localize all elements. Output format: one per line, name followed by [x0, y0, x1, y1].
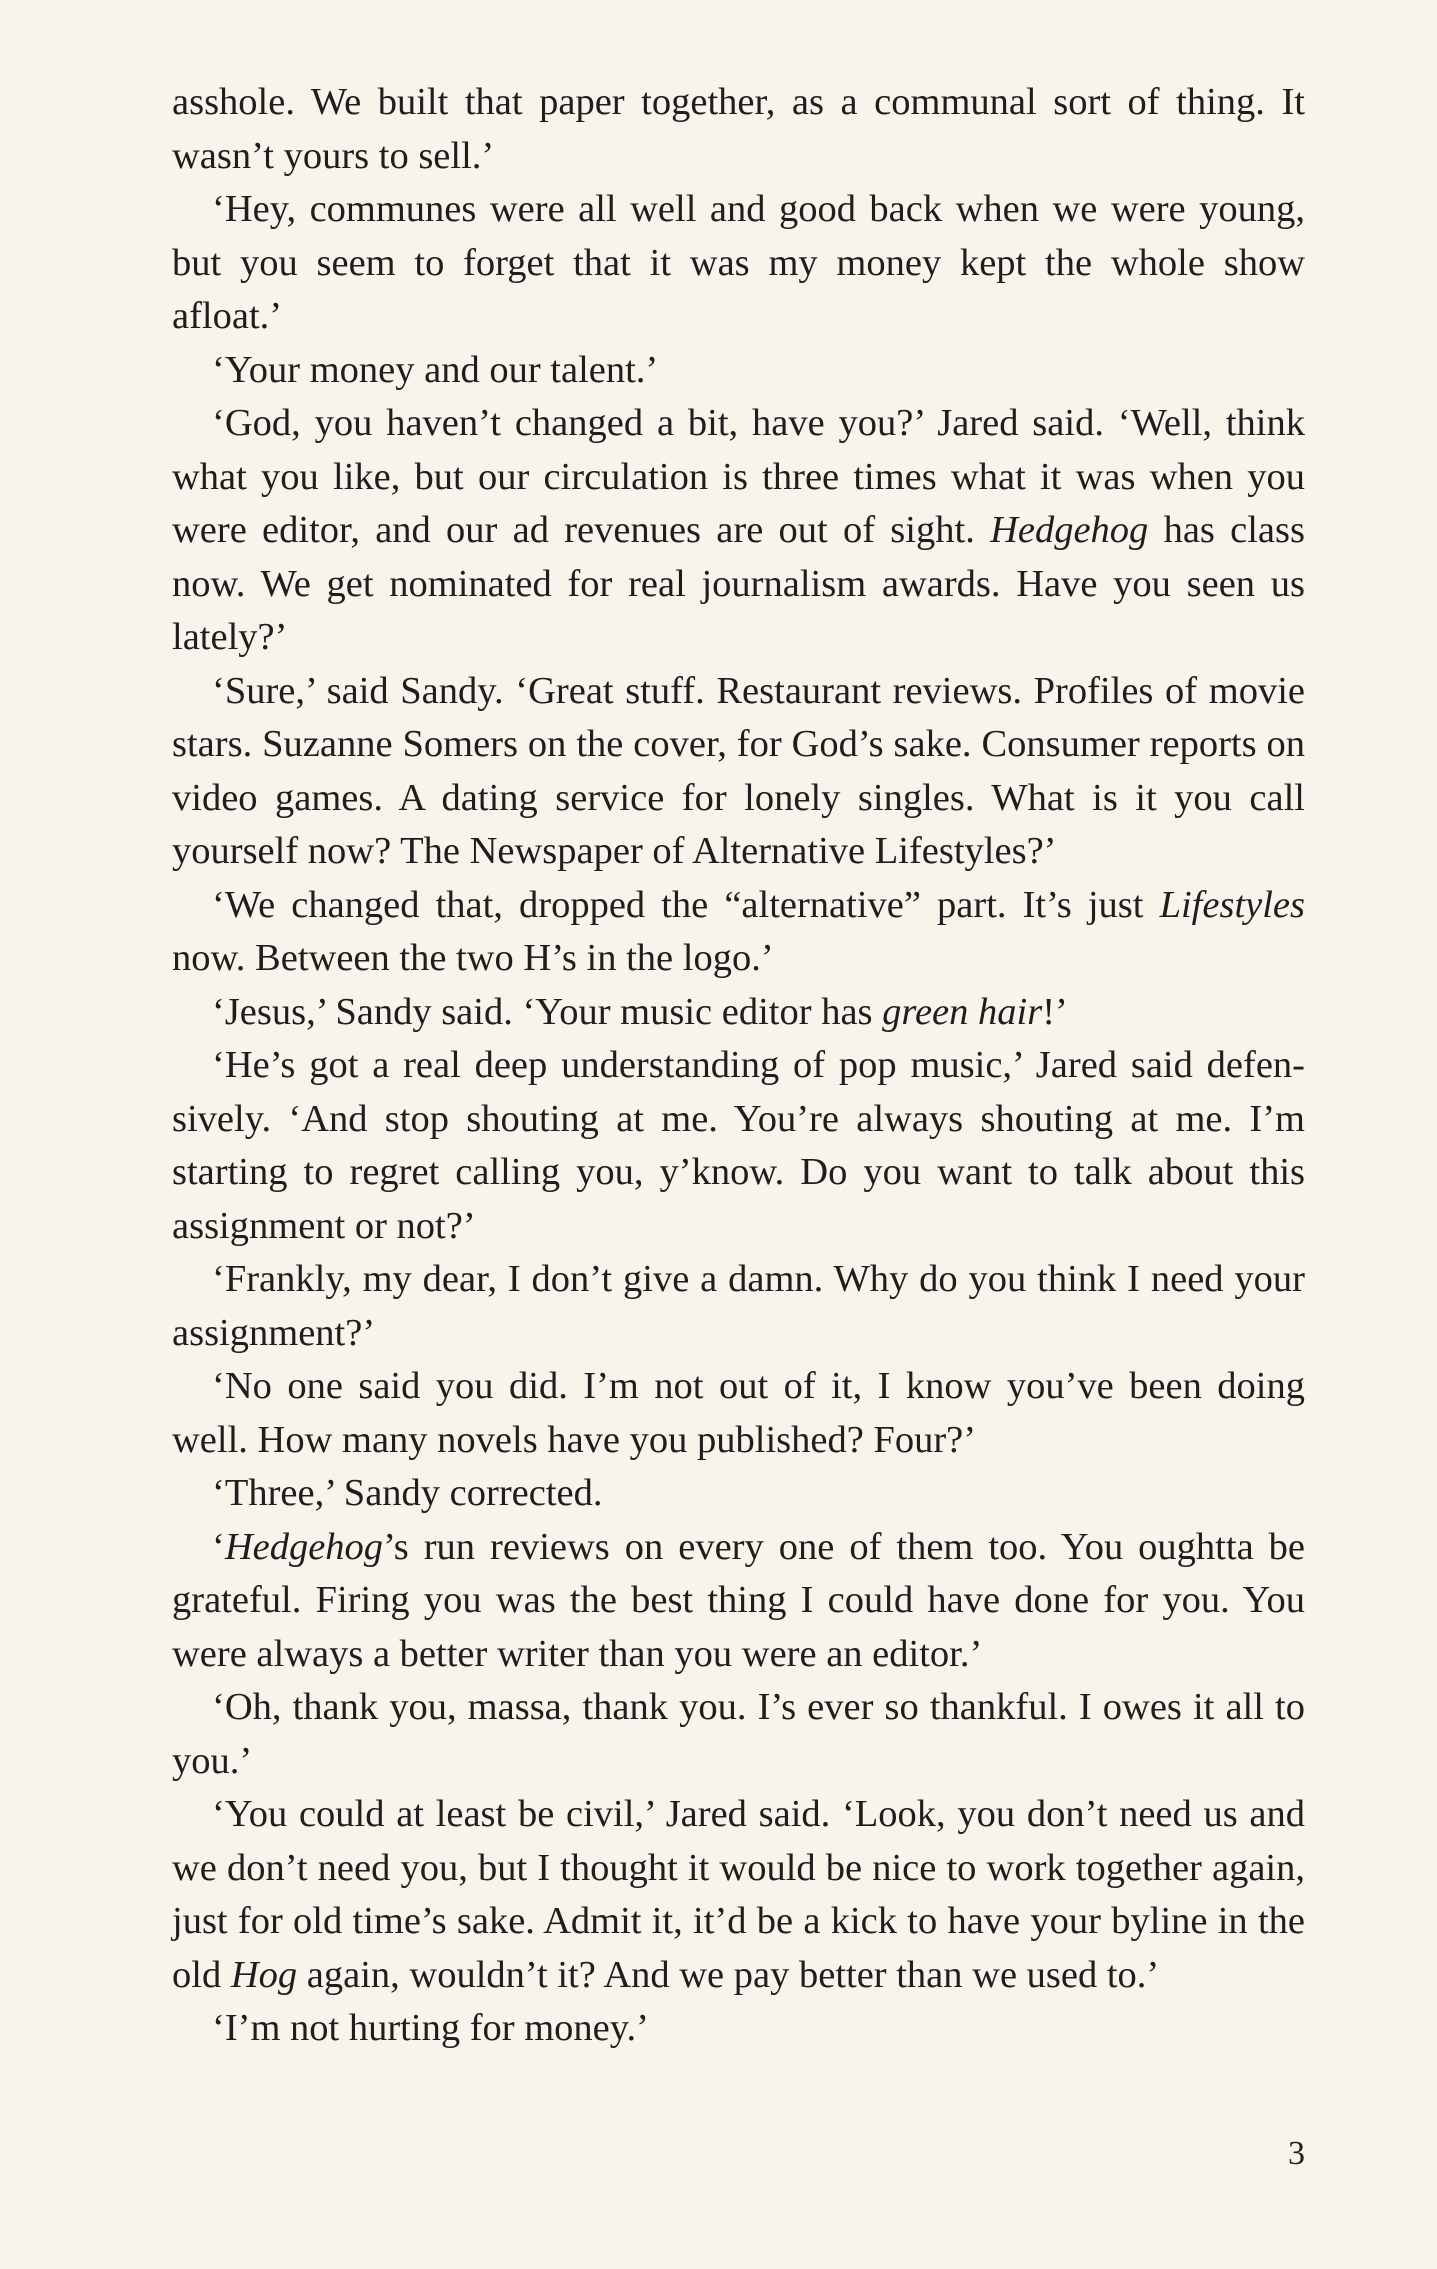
paragraph	[172, 1681, 1305, 1788]
text-run: ‘Frankly, my dear, I don’t give a damn. Why do you think I need your assignment?’	[172, 1258, 1305, 1354]
text-run: again, wouldn’t it? And we pay better than we used to.’	[297, 1953, 1160, 1996]
text-run: ‘	[212, 1525, 225, 1568]
text-run: ‘Hey, communes were all well and good back when we were young, but you seem to forget that it was my money kept the whole show afloat.’	[172, 188, 1305, 337]
page-number: 3	[1288, 2135, 1305, 2172]
paragraph	[172, 1360, 1305, 1467]
italic-text: Hedgehog	[990, 509, 1149, 551]
paragraph	[172, 2002, 1305, 2056]
paragraph	[172, 344, 1305, 398]
text-run: ‘Your money and our talent.’	[212, 348, 659, 391]
paragraph	[172, 1521, 1305, 1682]
italic-text: Hog	[230, 1953, 298, 1996]
paragraph	[172, 76, 1305, 183]
text-run: ‘Jesus,’ Sandy said. ‘Your music editor has	[212, 990, 883, 1033]
paragraph	[172, 665, 1305, 879]
text-run: ‘Sure,’ said Sandy. ‘Great stuff. Restaurant reviews. Profiles of movie stars. Suzanne Somers on the cover, for God’s sake. Consumer reports on video games. A dating service for lonely singles. What is it you call yourself now? The Newspaper of Alternative Lifestyles?’	[172, 669, 1305, 872]
text-run: ‘No one said you did. I’m not out of it, I know you’ve been doing well. How many novels have you published? Four?’	[172, 1365, 1305, 1461]
paragraph	[172, 1253, 1305, 1360]
text-run: has class now. We get nominated for real journalism awards. Have you seen us lately?’	[172, 509, 1305, 658]
text-run: ‘You could at least be civil,’ Jared said. ‘Look, you don’t need us and we don’t need you, but I thought it would be nice to work together again, just for old time’s sake. Admit it, it’d be a kick to have your byline in the old	[172, 1793, 1305, 1996]
text-run: ‘I’m not hurting for money.’	[212, 2007, 649, 2049]
paragraph	[172, 879, 1305, 986]
paragraph	[172, 397, 1305, 665]
text-run: ’s run reviews on every one of them too. You oughtta be grateful. Firing you was the best thing I could have done for you. You were always a better writer than you were an editor.’	[172, 1525, 1305, 1675]
italic-text: green hair	[882, 990, 1043, 1033]
paragraph	[172, 183, 1305, 344]
text-run: !’	[1042, 990, 1068, 1033]
body-text	[172, 76, 1305, 2056]
paragraph	[172, 986, 1305, 1040]
text-run: asshole. We built that paper together, as a communal sort of thing. It wasn’t yours to sell.’	[172, 81, 1305, 177]
text-run: ‘Three,’ Sandy corrected.	[212, 1472, 603, 1514]
text-run: ‘God, you haven’t changed a bit, have you?’ Jared said. ‘Well, think what you like, but our circulation is three times what it was when you were editor, and our ad revenues are out of sight.	[172, 402, 1305, 551]
paragraph	[172, 1039, 1305, 1253]
text-run: now. Between the two H’s in the logo.’	[172, 937, 774, 979]
paragraph	[172, 1788, 1305, 2002]
text-run: ‘Oh, thank you, massa, thank you. I’s ever so thankful. I owes it all to you.’	[172, 1686, 1305, 1782]
italic-text: Hedgehog	[224, 1525, 384, 1568]
italic-text: Lifestyles	[1159, 883, 1305, 926]
text-run: ‘We changed that, dropped the “alternative” part. It’s just	[212, 883, 1160, 926]
text-run: ‘He’s got a real deep understanding of pop music,’ Jared said defensively. ‘And stop shouting at me. You’re always shouting at me. I’m starting to regret calling you, y’know. Do you want to talk about this assignment or not?’	[172, 1044, 1305, 1247]
paragraph	[172, 1467, 1305, 1521]
